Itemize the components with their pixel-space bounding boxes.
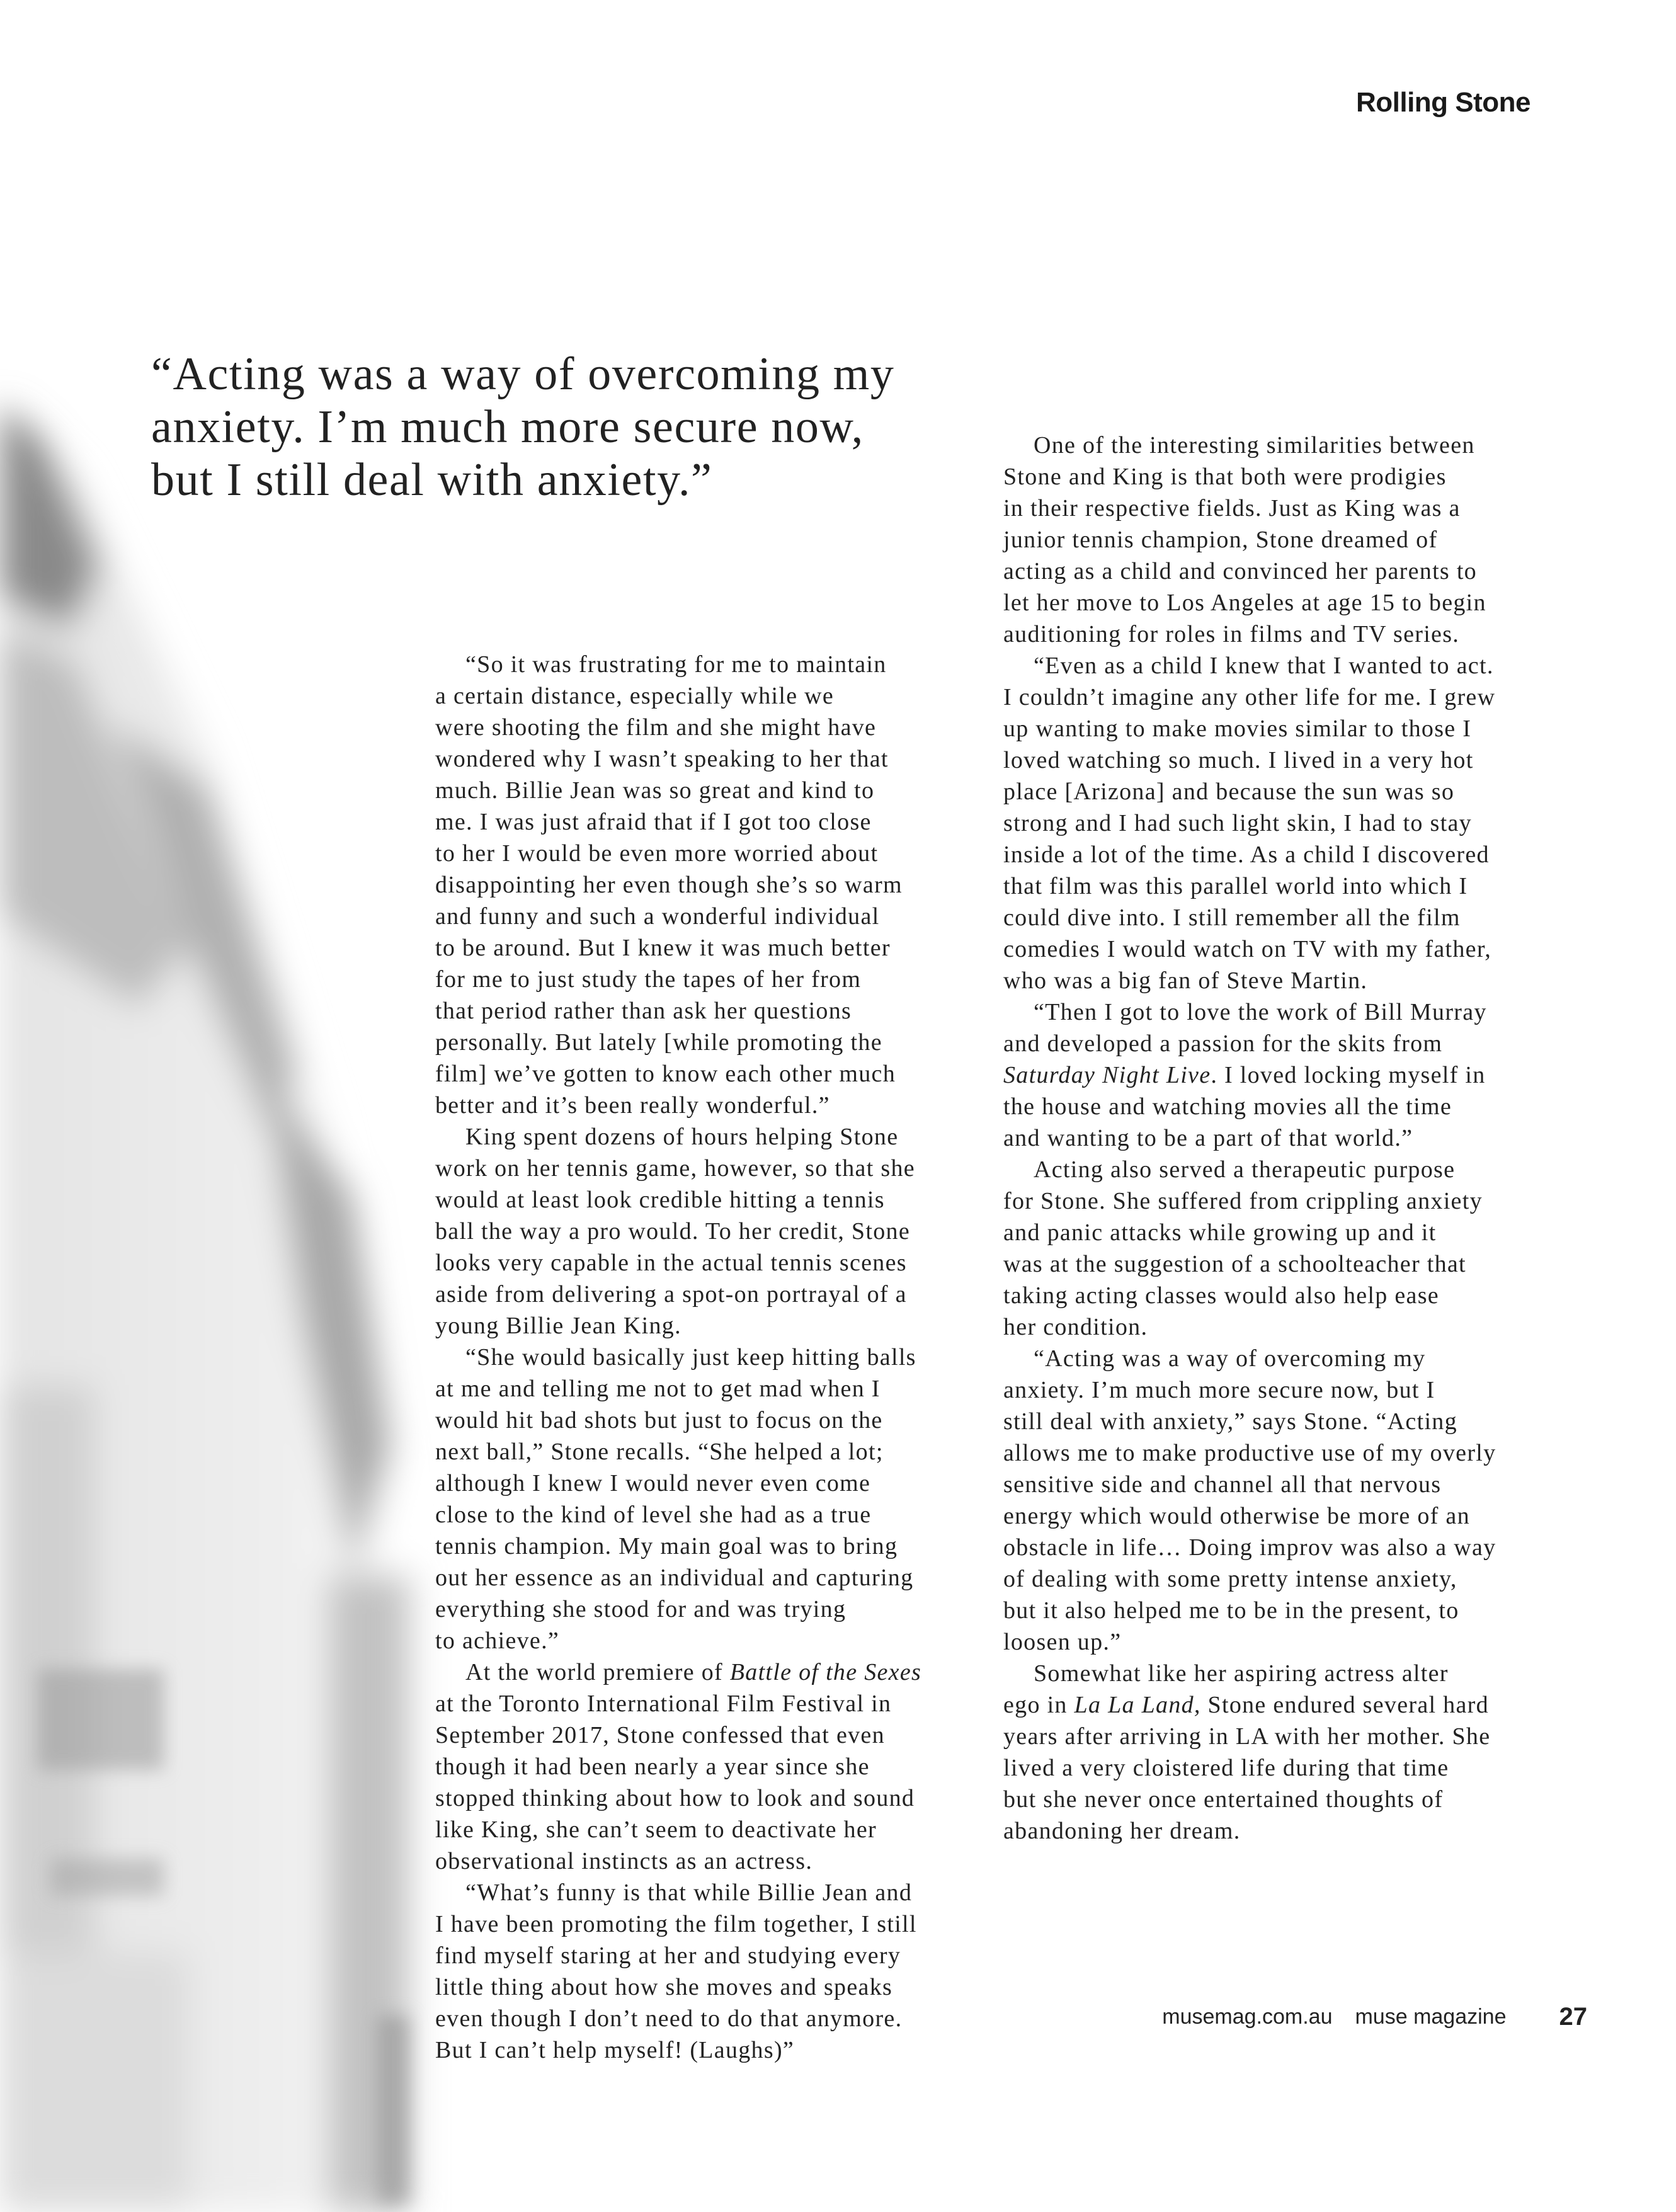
text-line: to achieve.” (435, 1628, 560, 1654)
text-line: though it had been nearly a year since she (435, 1753, 870, 1780)
text-line: for Stone. She suffered from crippling anxiety (1003, 1188, 1483, 1214)
text-line: up wanting to make movies similar to those I (1003, 715, 1472, 742)
pull-quote (151, 348, 938, 506)
text-line: much. Billie Jean was so great and kind to (435, 777, 875, 804)
text-line: stopped thinking about how to look and sound (435, 1785, 915, 1811)
text-line: but she never once entertained thoughts of (1003, 1786, 1444, 1813)
italic-title: Saturday Night Live (1003, 1062, 1211, 1088)
text-line: energy which would otherwise be more of an (1003, 1503, 1470, 1529)
text-line: sensitive side and channel all that nervous (1003, 1471, 1442, 1498)
text-line: would hit bad shots but just to focus on the (435, 1407, 883, 1434)
text-line: “Even as a child I knew that I wanted to act. (1034, 653, 1494, 679)
text-line: and developed a passion for the skits from (1003, 1030, 1443, 1057)
text-line: to her I would be even more worried about (435, 840, 879, 867)
text-segment: At the world premiere of (465, 1659, 730, 1685)
text-line: let her move to Los Angeles at age 15 to begin (1003, 590, 1486, 616)
text-line: anxiety. I’m much more secure now, but I (1003, 1377, 1435, 1403)
text-line: and funny and such a wonderful individual (435, 903, 880, 930)
italic-title: Battle of the Sexes (729, 1659, 922, 1685)
text-line: but it also helped me to be in the present, to (1003, 1597, 1459, 1624)
text-line: “She would basically just keep hitting balls (465, 1344, 916, 1371)
text-line (435, 1656, 958, 1688)
pull-quote-line: but I still deal with anxiety.” (151, 454, 713, 506)
text-line: for me to just study the tapes of her from (435, 966, 862, 993)
text-line: observational instincts as an actress. (435, 1848, 813, 1874)
text-line: would at least look credible hitting a tennis (435, 1187, 885, 1213)
text-line: strong and I had such light skin, I had to stay (1003, 810, 1472, 836)
paragraph (1003, 996, 1526, 1154)
text-line: and wanting to be a part of that world.” (1003, 1125, 1413, 1151)
text-line: next ball,” Stone recalls. “She helped a lot; (435, 1439, 884, 1465)
text-line: personally. But lately [while promoting the (435, 1029, 882, 1056)
text-line: acting as a child and convinced her parents to (1003, 558, 1477, 584)
pull-quote-line: “Acting was a way of overcoming my (151, 348, 895, 400)
text-line: lived a very cloistered life during that time (1003, 1755, 1449, 1781)
text-line: better and it’s been really wonderful.” (435, 1092, 830, 1119)
text-line: looks very capable in the actual tennis scenes (435, 1250, 907, 1276)
text-line: September 2017, Stone confessed that even (435, 1722, 885, 1748)
text-line: obstacle in life… Doing improv was also a way (1003, 1534, 1496, 1561)
text-line: inside a lot of the time. As a child I discovered (1003, 841, 1490, 868)
text-line: place [Arizona] and because the sun was so (1003, 778, 1455, 805)
text-line: wondered why I wasn’t speaking to her that (435, 746, 889, 772)
body-column-right (1003, 430, 1526, 1847)
text-line: and panic attacks while growing up and it (1003, 1219, 1437, 1246)
text-segment: ego in (1003, 1692, 1075, 1718)
page-footer (1162, 2003, 1587, 2031)
text-line: in their respective fields. Just as King was a (1003, 495, 1461, 522)
paragraph (1003, 1658, 1526, 1847)
text-line: could dive into. I still remember all the film (1003, 904, 1461, 931)
text-line: tennis champion. My main goal was to bring (435, 1533, 898, 1559)
body-column-left (435, 649, 958, 2066)
text-line: film] we’ve gotten to know each other much (435, 1061, 896, 1087)
text-line: everything she stood for and was trying (435, 1596, 847, 1622)
text-line: at the Toronto International Film Festival in (435, 1690, 892, 1717)
text-line: One of the interesting similarities between (1034, 432, 1475, 459)
text-line: like King, she can’t seem to deactivate her (435, 1816, 877, 1843)
text-line (1003, 1059, 1526, 1091)
text-line: Stone and King is that both were prodigies (1003, 464, 1447, 490)
text-line: were shooting the film and she might have (435, 714, 877, 741)
paragraph (1003, 650, 1526, 996)
section-title: Rolling Stone (1355, 87, 1531, 118)
text-line: was at the suggestion of a schoolteacher that (1003, 1251, 1466, 1277)
text-line: that period rather than ask her questions (435, 998, 852, 1024)
text-line: aside from delivering a spot-on portrayal of a (435, 1281, 907, 1308)
text-line: although I knew I would never even come (435, 1470, 871, 1497)
text-line: me. I was just afraid that if I got too close (435, 809, 872, 835)
text-line: junior tennis champion, Stone dreamed of (1003, 527, 1438, 553)
text-line: of dealing with some pretty intense anxiety, (1003, 1566, 1457, 1592)
text-line: loosen up.” (1003, 1629, 1122, 1655)
text-line: “Then I got to love the work of Bill Murray (1034, 999, 1487, 1025)
text-line: “Acting was a way of overcoming my (1034, 1345, 1426, 1372)
footer-magazine: muse magazine (1355, 2005, 1507, 2029)
text-line: that film was this parallel world into which I (1003, 873, 1468, 899)
text-line: even though I don’t need to do that anymore. (435, 2005, 903, 2032)
text-line: a certain distance, especially while we (435, 683, 835, 709)
text-line: loved watching so much. I lived in a very hot (1003, 747, 1474, 773)
text-line: auditioning for roles in films and TV series. (1003, 621, 1460, 647)
text-line: close to the kind of level she had as a true (435, 1502, 872, 1528)
text-line: ball the way a pro would. To her credit, Stone (435, 1218, 910, 1245)
text-line: Acting also served a therapeutic purpose (1034, 1156, 1456, 1183)
text-line: disappointing her even though she’s so warm (435, 872, 903, 898)
text-line: allows me to make productive use of my overly (1003, 1440, 1496, 1466)
text-line: still deal with anxiety,” says Stone. “Acting (1003, 1408, 1457, 1435)
text-line: “So it was frustrating for me to maintain (465, 651, 887, 678)
text-line: young Billie Jean King. (435, 1313, 681, 1339)
text-line (1003, 1689, 1526, 1721)
text-line: the house and watching movies all the time (1003, 1093, 1452, 1120)
paragraph (435, 1877, 958, 2066)
text-line: who was a big fan of Steve Martin. (1003, 967, 1368, 994)
text-line: abandoning her dream. (1003, 1818, 1241, 1844)
text-line: I couldn’t imagine any other life for me. I grew (1003, 684, 1496, 710)
text-line: find myself staring at her and studying every (435, 1942, 901, 1969)
text-line: little thing about how she moves and speaks (435, 1974, 893, 2000)
text-line: Somewhat like her aspiring actress alter (1034, 1660, 1449, 1687)
text-line: to be around. But I knew it was much better (435, 935, 891, 961)
page-number: 27 (1559, 2003, 1587, 2031)
text-line: out her essence as an individual and capturing (435, 1565, 914, 1591)
text-line: “What’s funny is that while Billie Jean and (465, 1879, 913, 1906)
paragraph (1003, 1343, 1526, 1658)
text-line: I have been promoting the film together, I still (435, 1911, 917, 1937)
text-line: her condition. (1003, 1314, 1148, 1340)
text-segment: Stone endured several hard (1200, 1692, 1489, 1718)
text-line: But I can’t help myself! (Laughs)” (435, 2037, 795, 2063)
footer-site: musemag.com.au (1162, 2005, 1333, 2029)
text-line: at me and telling me not to get mad when I (435, 1376, 881, 1402)
text-segment: . I loved locking myself in (1211, 1062, 1486, 1088)
paragraph (435, 1342, 958, 1656)
text-line: years after arriving in LA with her mother. She (1003, 1723, 1491, 1750)
paragraph (435, 1121, 958, 1342)
paragraph (435, 649, 958, 1121)
text-line: taking acting classes would also help ease (1003, 1282, 1439, 1309)
pull-quote-line: anxiety. I’m much more secure now, (151, 401, 864, 453)
text-line: comedies I would watch on TV with my father, (1003, 936, 1492, 962)
paragraph (1003, 1154, 1526, 1343)
paragraph (435, 1656, 958, 1877)
paragraph (1003, 430, 1526, 650)
text-line: King spent dozens of hours helping Stone (465, 1124, 899, 1150)
text-line: work on her tennis game, however, so that she (435, 1155, 915, 1182)
italic-title: La La Land, (1074, 1692, 1201, 1718)
